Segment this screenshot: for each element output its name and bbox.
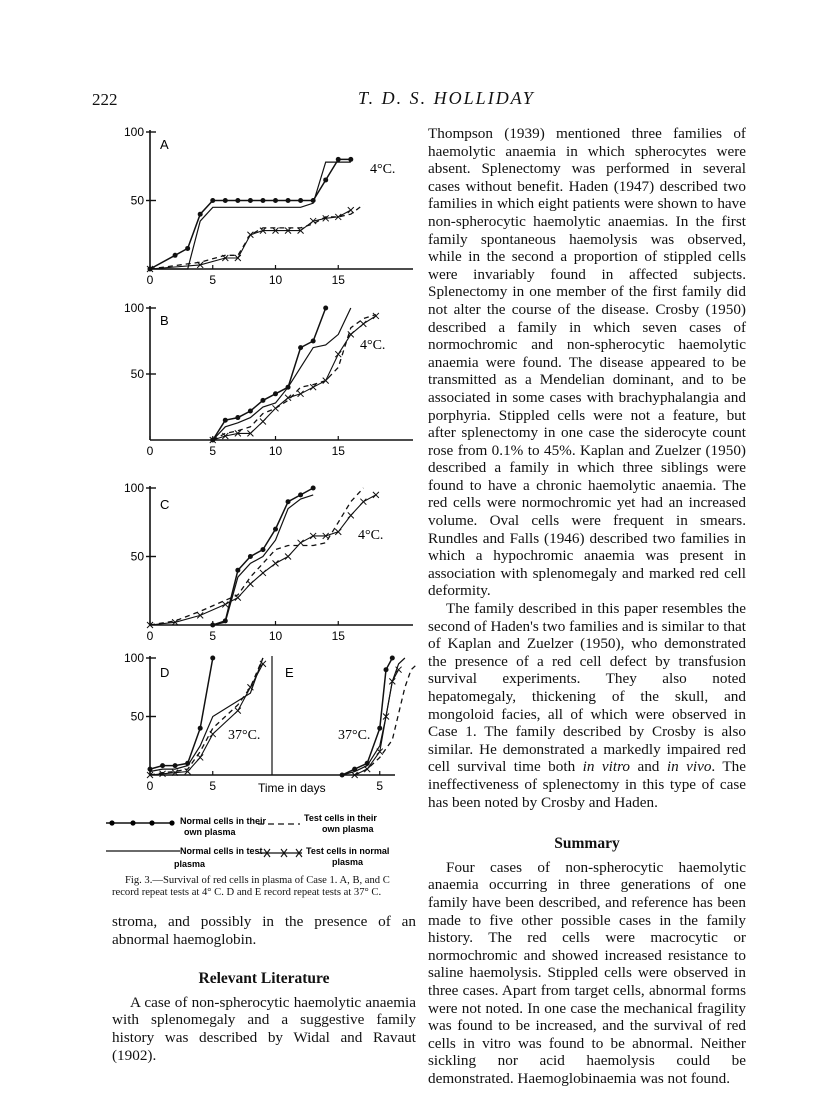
legend	[106, 813, 389, 869]
data-point	[311, 339, 316, 344]
y-tick-label: 50	[130, 709, 144, 724]
data-point	[335, 351, 341, 357]
data-point	[298, 345, 303, 350]
data-point	[323, 177, 328, 182]
data-point	[273, 391, 278, 396]
x-tick-label: 0	[146, 273, 154, 287]
temperature-label: 4°C.	[370, 162, 396, 177]
data-point	[273, 405, 279, 411]
series-line	[355, 664, 418, 775]
y-tick-label: 50	[130, 193, 144, 208]
data-point	[198, 212, 203, 217]
figure-caption	[112, 875, 417, 899]
data-point	[197, 754, 203, 760]
summary-heading: Summary	[554, 835, 620, 853]
data-point	[210, 656, 215, 661]
data-point	[248, 554, 253, 559]
legend-normal-test-1: Normal cells in test	[180, 846, 263, 856]
legend-marker	[169, 820, 174, 825]
x-tick-label: 10	[268, 629, 283, 643]
legend-normal-test-2: plasma	[174, 859, 206, 869]
legend-test-normal-2: plasma	[332, 857, 364, 867]
data-point	[360, 499, 366, 505]
data-point	[260, 419, 266, 425]
data-point	[210, 198, 215, 203]
left-paragraph: stroma, and possibly in the presence of an abnormal haemoglobin.	[112, 913, 416, 948]
right-column	[428, 125, 746, 1087]
x-tick-label: 5	[209, 629, 217, 643]
data-point	[160, 763, 165, 768]
series-line	[213, 308, 326, 440]
right-paragraph-1: Thompson (1939) mentioned three families of haemolytic anaemia in which spherocytes were absent. Splenectomy was performed in several cases without benefit. Haden (1947) described two families in which eight patients were shown to have non-spherocytic haemolytic anaemias. In the first family spontaneous haemolysis was observed, while in the second a proportion of stippled cells were invariably found in affected subjects. Splenectomy in one member of the first family did not alter the course of the disease. Crosby (1950) described a family in which seven cases of normochromic and non-spherocytic haemolytic anaemia were found. The disease appeared to be transmitted as a Mendelian dominant, and to be associated in some cases with brachyphalangia and porphyria. Stippled cells were not a feature, but after splenectomy in one case the siderocyte count rose from 0.1% to 45%. Kaplan and Zuelzer (1950) described a family in which three siblings were found to have a chronic haemolytic anaemia. The red cells were normochromic yet had an increased volume. Oval cells were frequent in smears. Rundles and Falls (1946) described two families in which a hypochromic anaemia was present in association with splenomegaly and marked red cell deformity.	[428, 125, 746, 600]
summary-paragraph: Four cases of non-spherocytic haemolytic anaemia occurring in three generations of one family have been described, and reference has been made to five other possible cases in the family history. The red cells were macrocytic or normochromic and showed increased resistance to saline haemolysis. Stippled cells were observed in three cases. Apart from target cells, abnormal forms were not noted. In one case the mechanical fragility was found to be increased, and the survival of red cells in vitro was found to be abnormal. Neither sickling nor acid haemolysis could be demonstrated. Haemoglobinaemia was not found.	[428, 858, 746, 1087]
x-tick-label: 5	[209, 273, 217, 287]
panel-label: D	[160, 665, 170, 680]
data-point	[348, 512, 354, 518]
legend-marker	[149, 820, 154, 825]
legend-marker	[130, 820, 135, 825]
data-point	[390, 656, 395, 661]
data-point	[323, 306, 328, 311]
data-point	[223, 198, 228, 203]
y-tick-label: 50	[130, 549, 144, 564]
x-tick-label: 15	[331, 273, 345, 287]
data-point	[260, 398, 265, 403]
temperature-label: 37°C.	[228, 728, 261, 743]
running-head: T. D. S. HOLLIDAY	[358, 88, 535, 108]
data-point	[377, 726, 382, 731]
temperature-label: 4°C.	[358, 528, 384, 543]
data-point	[248, 198, 253, 203]
literature-heading: Relevant Literature	[198, 970, 330, 988]
series-line	[150, 488, 363, 625]
data-point	[235, 568, 240, 573]
data-point	[173, 763, 178, 768]
x-tick-label: 5	[209, 779, 217, 793]
data-point	[348, 207, 354, 213]
series-line	[150, 205, 363, 269]
data-point	[260, 198, 265, 203]
data-point	[348, 157, 353, 162]
x-tick-label: 15	[331, 444, 345, 458]
series-line	[150, 159, 351, 269]
data-point	[273, 198, 278, 203]
x-tick-label: 5	[209, 444, 217, 458]
data-point	[210, 731, 216, 737]
data-point	[273, 560, 279, 566]
data-point	[222, 601, 228, 607]
series-line	[150, 210, 351, 269]
series-line	[150, 495, 376, 625]
series-line	[150, 664, 263, 775]
page-number: 222	[92, 90, 118, 109]
legend-test-normal-1: Test cells in normal	[306, 846, 390, 856]
data-point	[260, 570, 266, 576]
data-point	[198, 726, 203, 731]
caption-line-1: Fig. 3.—Survival of red cells in plasma of Case 1. A, B, and C	[125, 875, 390, 886]
legend-test-own-2: own plasma	[322, 824, 374, 834]
x-tick-label: 5	[376, 779, 384, 793]
data-point	[247, 581, 253, 587]
data-point	[273, 527, 278, 532]
x-tick-label: 0	[146, 629, 154, 643]
panel-label: B	[160, 313, 169, 328]
x-tick-label: 0	[146, 779, 154, 793]
temperature-label: 37°C.	[338, 728, 371, 743]
x-tick-label: 10	[268, 444, 283, 458]
data-point	[384, 667, 389, 672]
x-tick-label: 0	[146, 444, 154, 458]
x-axis-label: Time in days	[258, 781, 326, 795]
literature-paragraph: A case of non-spherocytic haemolytic anaemia with splenomegaly and a suggestive family history was described by Widal and Ravaut (1902).	[112, 993, 416, 1064]
y-tick-label: 50	[130, 367, 144, 381]
x-tick-label: 15	[331, 629, 345, 643]
caption-line-2: record repeat tests at 4° C. D and E record repeat tests at 37° C.	[112, 887, 382, 898]
series-line	[342, 658, 392, 775]
y-tick-label: 100	[123, 301, 144, 315]
data-point	[336, 157, 341, 162]
data-point	[373, 492, 379, 498]
right-paragraph-2: The family described in this paper resembles the second of Haden's two families and is similar to that of Kaplan and Zuelzer (1950), who demonstrated the presence of a red cell defect by transfusion survival experiments. They also noted hepatomegaly, thickening of the skull, and mongoloid facies, all of which were observed in Case 1. The family described by Crosby is also similar. He demonstrated a markedly impaired red cell survival time both in vitro and in vivo. The ineffectiveness of splenectomy in this type of case has been noted by Crosby and Haden.	[428, 600, 747, 811]
chart-panel-b	[124, 301, 413, 458]
legend-normal-own-2: own plasma	[184, 827, 236, 837]
data-point	[311, 486, 316, 491]
data-point	[298, 492, 303, 497]
y-tick-label: 100	[123, 651, 144, 665]
panel-label: A	[160, 137, 169, 152]
data-point	[185, 246, 190, 251]
chart-panel-c	[124, 481, 413, 643]
panel-label: C	[160, 497, 170, 512]
temperature-label: 4°C.	[360, 338, 386, 353]
panel-label: E	[285, 665, 294, 680]
legend-marker	[109, 820, 114, 825]
y-tick-label: 100	[123, 481, 144, 495]
series-line	[213, 308, 351, 440]
data-point	[286, 499, 291, 504]
x-tick-label: 10	[268, 273, 283, 287]
data-point	[235, 415, 240, 420]
chart-panel-a	[124, 125, 413, 287]
data-point	[235, 198, 240, 203]
data-point	[248, 408, 253, 413]
data-point	[285, 554, 291, 560]
data-point	[223, 418, 228, 423]
data-point	[235, 708, 241, 714]
y-tick-label: 100	[123, 125, 144, 139]
data-point	[286, 198, 291, 203]
data-point	[298, 540, 304, 546]
data-point	[298, 198, 303, 203]
data-point	[298, 391, 304, 397]
data-point	[173, 253, 178, 258]
chart-panel-d	[124, 651, 272, 793]
data-point	[360, 321, 366, 327]
data-point	[247, 232, 253, 238]
series-line	[355, 670, 399, 775]
data-point	[335, 529, 341, 535]
legend-normal-own-1: Normal cells in their	[180, 816, 267, 826]
figure-3	[100, 112, 430, 877]
data-point	[260, 547, 265, 552]
data-point	[364, 766, 370, 772]
series-line	[213, 495, 313, 625]
legend-test-own-1: Test cells in their	[304, 813, 377, 823]
left-column-bottom	[112, 913, 416, 1064]
chart-panel-e	[272, 656, 417, 794]
